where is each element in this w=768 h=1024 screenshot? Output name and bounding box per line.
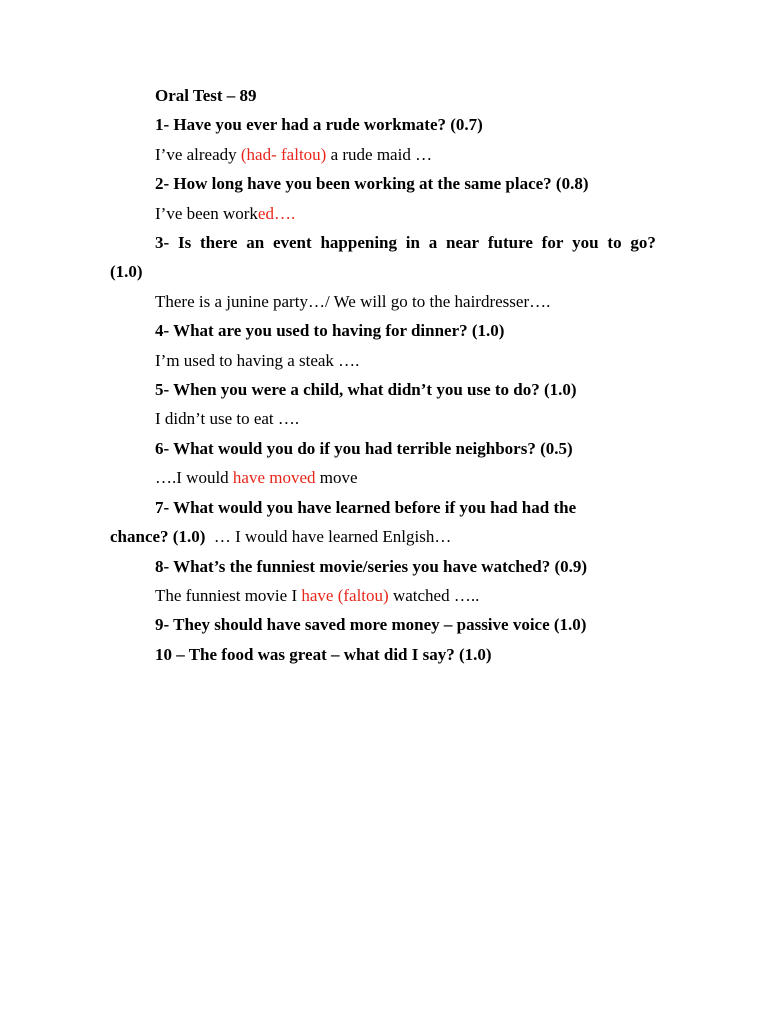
question-7-cont-text: chance? (1.0) (110, 527, 206, 547)
question-10: 10 – The food was great – what did I say? (1.0) (155, 644, 492, 664)
answer-2-text: I’ve been work (155, 203, 258, 223)
answer-6 (110, 463, 656, 492)
question-6: 6- What would you do if you had terrible neighbors? (0.5) (155, 438, 573, 458)
q3-word: in (405, 233, 420, 253)
answer-1-correction: (had- faltou) (240, 144, 327, 164)
answer-6-text: ….I would (155, 468, 233, 488)
document-page (110, 81, 656, 669)
answer-6-correction: have moved (232, 468, 316, 488)
question-7: 7- What would you have learned before if you had had the (155, 497, 577, 517)
q3-word: there (199, 233, 238, 253)
q3-word: a (428, 233, 438, 253)
question-3 (110, 228, 656, 257)
answer-8 (110, 581, 656, 610)
answer-8-text-end: watched ….. (388, 585, 480, 605)
answer-5: I didn’t use to eat …. (155, 409, 300, 429)
q3-word: an (246, 233, 265, 253)
question-9: 9- They should have saved more money – passive voice (1.0) (155, 615, 587, 635)
q3-word: Is (177, 233, 192, 253)
answer-8-correction: have (faltou) (301, 585, 389, 605)
q3-word: event (272, 233, 312, 253)
answer-2-correction: ed…. (257, 203, 296, 223)
q3-word: for (541, 233, 564, 253)
document-title: Oral Test – 89 (155, 86, 257, 105)
answer-4: I’m used to having a steak …. (155, 350, 360, 370)
question-5: 5- When you were a child, what didn’t you use to do? (1.0) (155, 380, 577, 400)
question-7-continuation (110, 522, 656, 551)
q3-word: happening (320, 233, 397, 253)
q3-word: to (607, 233, 622, 253)
question-3-continuation: (1.0) (110, 262, 143, 282)
answer-2 (110, 199, 656, 228)
answer-1 (110, 140, 656, 169)
answer-8-text: The funniest movie I (155, 585, 302, 605)
question-4: 4- What are you used to having for dinner? (1.0) (155, 321, 505, 341)
answer-7: … I would have learned Enlgish… (205, 527, 452, 547)
question-1: 1- Have you ever had a rude workmate? (0.7) (155, 115, 483, 135)
q3-word: near (446, 233, 480, 253)
answer-6-text-end: move (315, 468, 358, 488)
q3-word: you (572, 233, 599, 253)
answer-1-text-end: a rude maid … (326, 144, 433, 164)
answer-1-text: I’ve already (155, 144, 241, 164)
q3-word: future (487, 233, 533, 253)
answer-3: There is a junine party…/ We will go to the hairdresser…. (155, 291, 551, 311)
q3-word: 3- (155, 233, 170, 253)
q3-word: go? (630, 233, 656, 253)
question-2: 2- How long have you been working at the same place? (0.8) (155, 174, 589, 194)
question-8: 8- What’s the funniest movie/series you have watched? (0.9) (155, 556, 588, 576)
